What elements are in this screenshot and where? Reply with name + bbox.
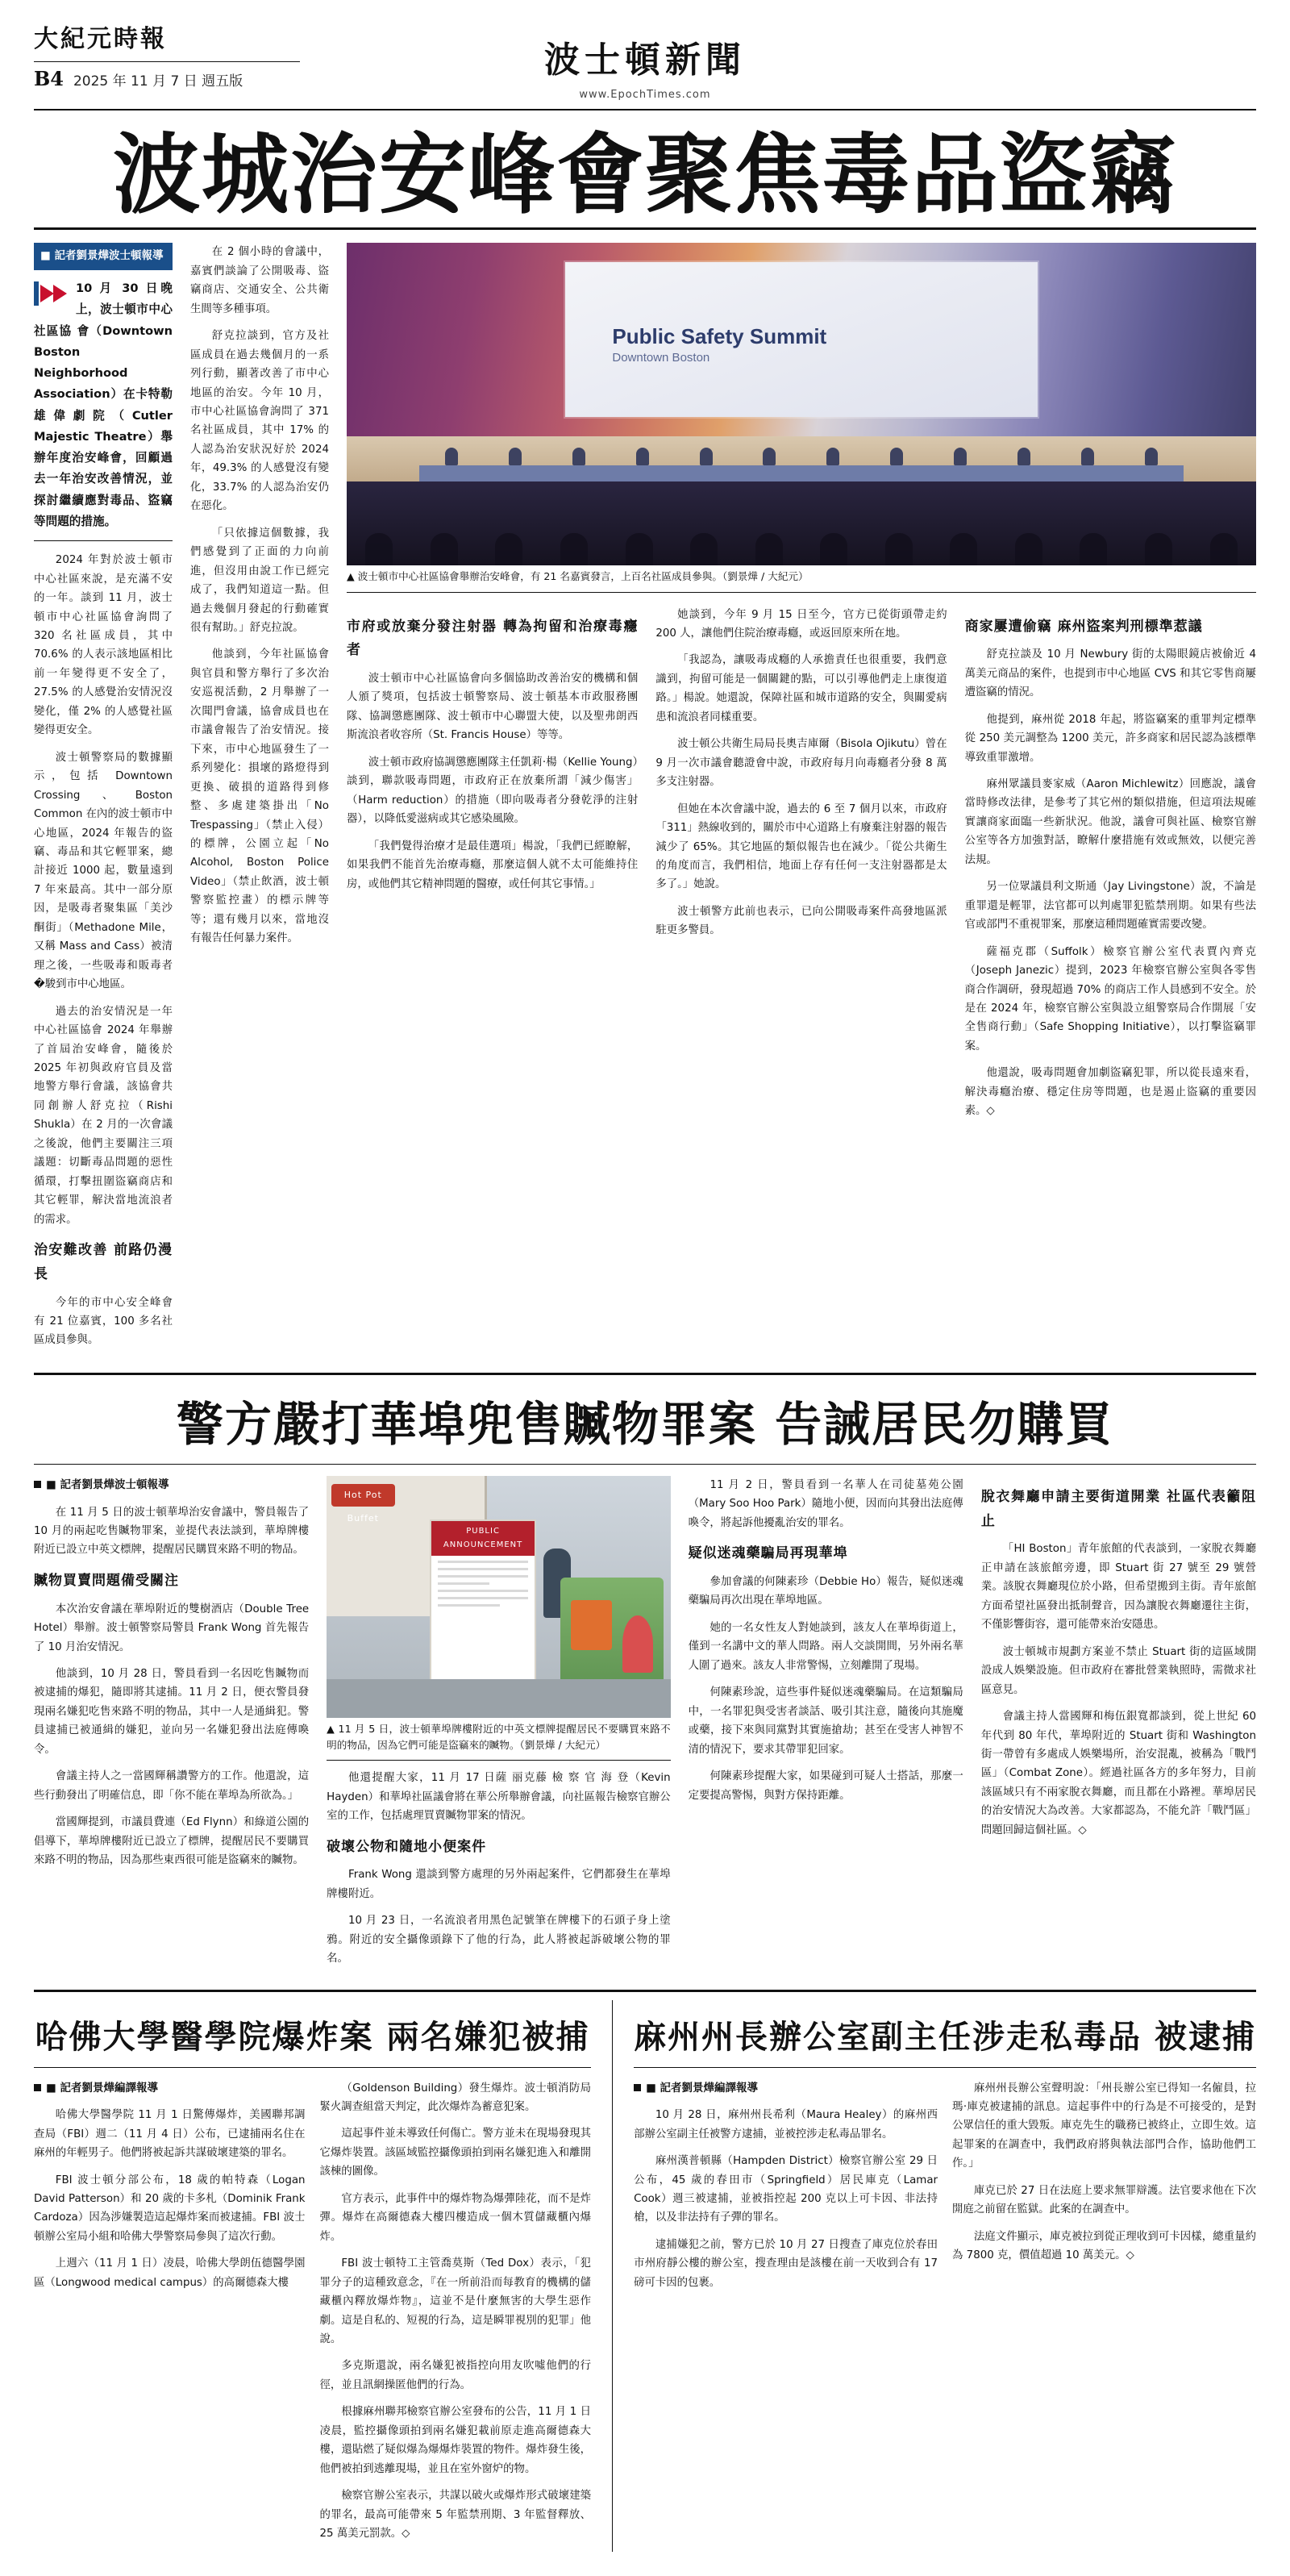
lead-col3-p2: 波士頓市政府協調懲應團隊主任凱莉·楊（Kellie Young）談到，聯款吸毒問題，市政府正在放棄所謂「減少傷害」（Harm reduction）的措施（即向吸毒者分發乾淨的注射器），以降低愛滋病或其它感染風險。 bbox=[347, 756, 639, 826]
lead-story-columns bbox=[34, 243, 1256, 1358]
story3-c1-p2: FBI 波士頓分部公布，18 歲的帕特森（Logan David Patterson）和 20 歲的卡多札（Dominik Frank Cardoza）因為涉嫌製造這起爆炸案而被逮捕。FBI 波士頓辦公室局小組和哈佛大學警察局參與了這次行動。 bbox=[34, 2174, 306, 2243]
story2-sub2: 破壞公物和隨地小便案件 bbox=[327, 1838, 487, 1855]
story4-c1-p3: 逮捕嫌犯之前，警方已於 10 月 27 日搜查了庫克位於春田市州府靜公樓的辦公室，搜查理由是該樓在前一天收到合有 17 磅可卡因的包裹。 bbox=[634, 2238, 938, 2289]
website-url: www.EpochTimes.com bbox=[579, 89, 711, 101]
story3-columns bbox=[34, 2079, 591, 2552]
story2-byline-text: ■ 記者劉景燁波士頓報導 bbox=[46, 1478, 169, 1491]
lead-col-4 bbox=[655, 606, 947, 1129]
masthead bbox=[34, 27, 1256, 110]
story4 bbox=[634, 2000, 1256, 2552]
lead-col2-p3: 「只依據這個數據，我們感覺到了正面的力向前進，但沒用由說工作已經完成了，我們知道這一點。但過去幾個月發起的行動確實很有幫助。」舒克拉說。 bbox=[190, 527, 329, 634]
story2-c3-p3: 她的一名女性友人對她談到，該友人在華埠街道上，僅到一名講中文的華人問路。兩人交談開間，另外兩名華人圍了過來。該友人非常警惕，立刻離開了現場。 bbox=[688, 1621, 963, 1672]
story2-c4-p3: 會議主持人當國輝和梅伍銀寬都談到，從上世紀 60 年代到 80 年代，華埠附近的 Stuart 街和 Washington 街一帶曾有多處成人娛樂場所，治安混亂，被稱為「戰鬥區」（Combat Zone）。經過社區各方的多年努力，目前該區域只有不兩家脫衣舞廳，而且都在小路裡。華埠居民的治安情況大為改善。大家都認為，不能允許「戰鬥區」問題回歸這個社區。◇ bbox=[980, 1711, 1256, 1836]
summit-photo bbox=[347, 243, 1256, 565]
story2-sub4: 脫衣舞廳申請主要街道開業 社區代表籲阻止 bbox=[980, 1488, 1256, 1529]
story4-byline bbox=[634, 2079, 938, 2099]
lead-col3-p3: 「我們覺得治療才是最佳選項」楊說，「我們已經瞭解，如果我們不能首先治療毒癮，那麼這個人就不太可能維持住房，或他們其它精神問題的醫療，或任何其它事情。」 bbox=[347, 840, 639, 890]
lead-photo-wrap bbox=[347, 243, 1256, 592]
story2-sub1: 贓物買賣問題備受關注 bbox=[34, 1572, 179, 1589]
lead-col5-p6: 他還說，吸毒問題會加劇盜竊犯罪，所以從長遠來看，解決毒癮治療、穩定住房等問題，也是遏止盜竊的重要因素。◇ bbox=[964, 1067, 1256, 1118]
story3-headline: 哈佛大學醫學院爆炸案 兩名嫌犯被捕 bbox=[35, 2017, 590, 2056]
lead-box bbox=[34, 243, 173, 541]
lead-col2-p4: 他談到，今年社區協會與官員和警方舉行了多次治安巡視活動，2 月舉辦了一次聞門會議，協會成員也在市議會報告了治安情況。接下來，市中心地區發生了一系列變化：損壞的路燈得到更換、破損的道路得到修整、多處建築掛出「No Trespassing」（禁止入侵）的標牌，公園立起「No Alcohol, Boston Police Video」（禁止飲酒，波士頓警察監控畫）的標示牌等等；還有幾月以來，當地沒有報告任何暴力案件。 bbox=[190, 648, 329, 945]
story4-c2-p2: 庫克已於 27 日在法庭上要求無罪辯護。法官要求他在下次開庭之前留在監獄。此案的在調查中。 bbox=[952, 2184, 1256, 2216]
story3-c2-p4: FBI 波士頓特工主管喬莫斯（Ted Dox）表示，「犯罪分子的這種致意念，『在一所前沿而每教育的機構的儲藏櫃內釋放爆炸物』，這並不是什麼無害的大學生惡作劇。這是自私的、短視的行為，這是瞬罪視別的犯罪」他說。 bbox=[319, 2257, 592, 2346]
stage-screen: Public Safety Summit Downtown Boston bbox=[565, 262, 1038, 417]
story3-c2-p3: 官方表示，此事件中的爆炸物為爆彈陸花，而不是炸彈。爆炸在高爾德森大樓四樓造成一個木質儲藏櫃內爆炸。 bbox=[319, 2192, 592, 2243]
page-number: B4 bbox=[34, 67, 64, 90]
lead-col5-p3: 麻州眾議員麥家威（Aaron Michlewitz）回應說，議會當時修改法律，是參考了其它州的類似措施，但這項法規確實讓商家面臨一些新狀況。他說，議會可與社區、檢察官辦公室等各方加強對話，瞭解什麼措施有效或無效，以便完善法規。 bbox=[964, 778, 1256, 866]
bottom-top-rule bbox=[34, 1990, 1256, 1992]
story4-col-2 bbox=[952, 2079, 1256, 2301]
masthead-pageline bbox=[34, 61, 300, 90]
story4-c1-p1: 10 月 28 日，麻州州長希利（Maura Healey）的麻州西部辦公室副主任被警方逮捕，並被控涉走私毒品罪名。 bbox=[634, 2109, 938, 2140]
lead-col1-p4: 今年的市中心安全峰會有 21 位嘉賓，100 多名社區成員參與。 bbox=[34, 1296, 173, 1347]
lead-col5-p2: 他提到，麻州從 2018 年起，將盜竊案的重罪判定標準從 250 美元調整為 1200 美元，許多商家和居民認為該標準導致重罪激增。 bbox=[964, 713, 1256, 764]
lead-col5-p4: 另一位眾議員利文斯通（Jay Livingstone）說，不論是重罪還是輕罪，法官都可以判處罪犯監禁刑期。如果有些法官或部門不重視罪案，那麼這種問題確實需要改變。 bbox=[964, 881, 1256, 932]
lead-col1-subhead: 治安難改善 前路仍漫長 bbox=[34, 1242, 173, 1282]
headline-rule bbox=[34, 227, 1256, 230]
story2-col-3 bbox=[689, 1476, 963, 1977]
lead-col5-p5: 薩福克郡（Suffolk）檢察官辦公室代表賈內齊克（Joseph Janezic）提到，2023 年檢察官辦公室與各零售商合作調研，發現超過 70% 的商店工作人員感到不安全。於是在 2024 年，檢察官辦公室與設立組警察局合作開展「安全售商行動」（Safe Shopping Initiative），以打擊盜竊罪案。 bbox=[964, 945, 1256, 1052]
story2-c1-p2: 他談到，10 月 28 日，警員看到一名因吃售贓物而被逮捕的爆犯，隨即將其逮捕。11 月 2 日，便衣警員發現兩名嫌犯吃售來路不明的物品，其中一人是通緝犯。警員逮捕已被通緝的嫌犯，並向另一名嫌犯發出法庭傳喚令。 bbox=[34, 1668, 310, 1756]
story2-byline bbox=[34, 1476, 309, 1495]
story2-c1-p1: 本次治安會議在華埠附近的雙樹酒店（Double Tree Hotel）舉辦。波士頓警察局警員 Frank Wong 首先報告了 10 月治安情況。 bbox=[34, 1603, 310, 1653]
lead-col-1 bbox=[34, 243, 173, 1358]
masthead-center bbox=[300, 27, 990, 101]
lead-col5-subhead: 商家屢遭偷竊 麻州盜案判刑標準惹議 bbox=[964, 618, 1203, 635]
issue-date: 2025 年 11 月 7 日 週五版 bbox=[73, 73, 243, 90]
story2-col-4 bbox=[981, 1476, 1256, 1977]
story4-columns bbox=[634, 2079, 1256, 2301]
story2-c1-p3: 會議主持人之一當國輝稱讚警方的工作。他還說，這些行動發出了明確信息，即「你不能在華埠為所欲為。」 bbox=[34, 1770, 310, 1802]
lead-byline: ■ 記者劉景燁波士頓報導 bbox=[34, 243, 173, 270]
story3 bbox=[34, 2000, 591, 2552]
story3-c1-p3: 上週六（11 月 1 日）凌晨，哈佛大學朗伍德醫學園區（Longwood medical campus）的高爾德森大樓 bbox=[34, 2257, 306, 2289]
story2-col-1 bbox=[34, 1476, 309, 1977]
story2-c1-p4: 當國輝提到，市議員費連（Ed Flynn）和綠道公園的倡導下，華埠牌樓附近已設立了標牌，提醒居民不要購買來路不明的物品，因為那些東西很可能是盜竊來的贓物。 bbox=[34, 1816, 310, 1867]
lead-col5-p1: 舒克拉談及 10 月 Newbury 街的太陽眼鏡店被偷近 4 萬美元商品的案件，也提到市中心地區 CVS 和其它零售商屢遭盜竊的情況。 bbox=[964, 648, 1256, 699]
lead-col1-p3: 過去的治安情況是一年中心社區協會 2024 年舉辦了首屆治安峰會，隨後於 2025 年初與政府官員及當地警方舉行會議，該協會共同創辦人舒克拉（Rishi Shukla）在 2 月的一次會議之後說，他們主要關注三項議題：切斷毒品問題的惡性循環，打擊扭圍盜竊商店和其它輕罪，解決當地流浪者的需求。 bbox=[34, 1005, 173, 1226]
story2-c3-p1: 11 月 2 日，警員看到一名華人在司徒墓苑公園（Mary Soo Hoo Park）隨地小便，因而向其發出法庭傳喚令，將起訴他擾亂治安的罪名。 bbox=[688, 1478, 963, 1529]
panelists bbox=[419, 440, 1184, 465]
story2-c3-p2: 參加會議的何陳素珍（Debbie Ho）報告，疑似迷魂藥騙局再次出現在華埠地區。 bbox=[688, 1576, 963, 1607]
masthead-left bbox=[34, 27, 300, 90]
lead-col2-p1: 在 2 個小時的會議中，嘉賓們談論了公開吸毒、盜竊商店、交通安全、公共衛生間等多種事項。 bbox=[190, 246, 329, 315]
lead-col4-p3: 波士頓公共衛生局局長奧吉庫爾（Bisola Ojikutu）曾在 9 月一次市議會聽證會中說，市政府每月向毒癮者分發 8 萬多支注射器。 bbox=[655, 738, 947, 789]
publication-logo: 大紀元時報 bbox=[34, 25, 167, 53]
lead-col2-p2: 舒克拉談到，官方及社區成員在過去幾個月的一系列行動，顯著改善了市中心地區的治安。今年 10 月，市中心社區協會詢問了 371 名社區成員，其中 17% 的人認為治安狀況好於 2024 年，49.3% 的人感覺沒有變化，33.7% 的人認為治安仍在惡化。 bbox=[190, 330, 329, 513]
story3-c2-p2: 這起事件並未導致任何傷亡。警方並未在現場發現其它爆炸裝置。該區域監控攝像頭拍到兩名嫌犯進入和離開該棟的圖像。 bbox=[319, 2128, 592, 2178]
story2-c2-p2: Frank Wong 還談到警方處理的另外兩起案件，它們都發生在華埠牌樓附近。 bbox=[327, 1869, 671, 1900]
lead-col4-p4: 但她在本次會議中說，過去的 6 至 7 個月以來，市政府「311」熱線收到的，關於市中心道路上有廢棄注射器的報告減少了 65%。其它地區的類似報告也在減少。「從公共衛生的角度而言，我們相信，地面上存有任何一支注射器都是太多了。」她說。 bbox=[655, 802, 947, 891]
story4-c2-p3: 法庭文件顯示，庫克被拉到從正理收到可卡因樣，總重量約為 7800 克，價值超過 10 萬美元。◇ bbox=[952, 2230, 1256, 2262]
story3-c2-p7: 檢察官辦公室表示，共謀以破火或爆炸形式破壞建築的罪名，最高可能帶來 5 年監禁刑期、3 年監督釋放、25 萬美元罰款。◇ bbox=[319, 2490, 592, 2541]
story3-c2-p6: 根據麻州聯邦檢察官辦公室發布的公告，11 月 1 日凌晨，監控攝像頭拍到兩名嫌犯載前原走進高爾德森大樓，還貼燃了疑似爆為爆爆炸裝置的物件。爆炸發生後，他們被拍到逃離現場，並且在室外窗炉的物。 bbox=[319, 2406, 592, 2475]
lead-col1-p1: 2024 年對於波士頓市中心社區來說，是充滿不安的一年。談到 11 月，波士頓市中心社區協會詢問了 320 名社區成員，其中 70.6% 的人表示該地區相比前一年變得更不安全了，27.5% 的人感覺治安情況沒變化，僅 2% 的人感覺社區變得更安全。 bbox=[34, 554, 173, 737]
lead-lower-columns bbox=[347, 606, 1256, 1129]
lead-col1-p2: 波士頓警察局的數據顯示，包括 Downtown Crossing、Boston Common 在內的波士頓市中心地區，2024 年報告的盜竊、毒品和其它輕罪案，總計接近 1000 起，數量遠到 7 年來最高。其中一部分原因，是吸毒者聚集區「美沙酮街」（Methadone Mile，又稱 Mass and Cass）被清理之後，一些吸毒和販毒者�駿到市中心地區。 bbox=[34, 751, 173, 991]
story2-c3-p4: 何陳素珍說，這些事件疑似迷魂藥騙局。在這類騙局中，一名罪犯與受害者談話、吸引其注意，隨後向其施魔或藥，接下來與同黨對其實施搶劫；甚至在受害人神智不清的情況下，要求其帶罪犯回家。 bbox=[688, 1686, 963, 1756]
story3-rule bbox=[34, 2067, 591, 2068]
bottom-stories bbox=[34, 2000, 1256, 2552]
lead-col-3 bbox=[347, 606, 638, 1129]
story3-byline bbox=[34, 2079, 306, 2099]
story3-byline-text: ■ 記者劉景燁編譯報導 bbox=[46, 2081, 158, 2095]
story2-c4-p1: 「HI Boston」青年旅館的代表談到，一家脫衣舞廳正申請在該旅館旁邊，即 Stuart 街 27 號至 29 號營業。該脫衣舞廳現位於小路，但希望搬到主街。青年旅館方面希望社區發出抵制聲音，因為讓脫衣舞廳遷往主街，不僅影響街容，還可能帶來治安隱患。 bbox=[980, 1543, 1256, 1632]
story3-col-1 bbox=[34, 2079, 306, 2552]
story4-col-1 bbox=[634, 2079, 938, 2301]
story2-c4-p2: 波士頓城市規劃方案並不禁止 Stuart 街的這區域開設成人娛樂設施。但市政府在審批營業執照時，需微求社區意見。 bbox=[980, 1645, 1256, 1696]
audience bbox=[347, 494, 1256, 565]
story4-c2-p1: 麻州州長辦公室聲明說：「州長辦公室已得知一名僱員，拉瑪·庫克被逮捕的訊息。這起事件中的行為是不可接受的，是對公眾信任的重大毀叛。庫克先生的職務已被終止，立即生效。這起罪案的在調查中，我們政府將與執法部門合作，協助他們工作。」 bbox=[952, 2082, 1256, 2170]
lead-col-2 bbox=[190, 243, 329, 1358]
lead-col4-p5: 波士頓警方此前也表示，已向公開吸毒案件高發地區派駐更多警員。 bbox=[655, 905, 947, 937]
story2-rule bbox=[34, 1464, 1256, 1465]
arrow-icon bbox=[34, 281, 69, 306]
chinatown-sign-photo bbox=[327, 1476, 670, 1718]
lead-col4-p1: 她談到，今年 9 月 15 日至今，官方已從街頭帶走約 200 人，讓他們住院治療毒癮，或返回原來所在地。 bbox=[655, 608, 947, 640]
lead-col3-p1: 波士頓市中心社區協會向多個協助改善治安的機構和個人頒了獎項，包括波士頓警察局、波士頓基本市政服務團隊、協調懲應團隊、波士頓市中心聯盟大使，以及聖弗朗西斯流浪者收容所（St. Francis House）等等。 bbox=[347, 673, 639, 742]
story4-byline-text: ■ 記者劉景燁編譯報導 bbox=[646, 2081, 759, 2095]
story2-top-rule bbox=[34, 1373, 1256, 1375]
story2-photo-col bbox=[327, 1476, 670, 1977]
story4-headline: 麻州州長辦公室副主任涉走私毒品 被逮捕 bbox=[634, 2017, 1256, 2056]
story2-lead: 在 11 月 5 日的波士頓華埠治安會議中，警員報告了 10 月的兩起吃售贓物罪案，並提代表法談到，華埠牌樓附近已設立中英文標牌，提醒居民購買來路不明的物品。 bbox=[34, 1506, 310, 1557]
bottom-divider bbox=[612, 2000, 613, 2552]
public-announcement-board: PUBLIC ANNOUNCEMENT bbox=[430, 1519, 536, 1702]
story2-columns bbox=[34, 1476, 1256, 1977]
story2-c2-p3: 10 月 23 日，一名流浪者用黑色記號筆在牌樓下的石頭子身上塗鴉。附近的安全攝像頭錄下了他的行為，此人將被起訴破壞公物的罪名。 bbox=[327, 1915, 671, 1965]
story4-c1-p2: 麻州漢普頓縣（Hampden District）檢察官辦公室 29 日公布，45 歲的春田市（Springfield）居民庫克（Lamar Cook）週三被逮捕，並被指控起 200 克以上可卡因、非法持槍，以及非法持有子彈的罪名。 bbox=[634, 2155, 938, 2224]
lead-photo-and-text bbox=[347, 243, 1256, 1358]
story3-c2-p5: 多克斯還說，兩名嫌犯被指控向用友吹噓他們的行徑，並且訊網操匿他們的行為。 bbox=[319, 2360, 592, 2391]
story3-c2-p1: （Goldenson Building）發生爆炸。波士頓消防局緊火調查組當天判定，此次爆炸為蓄意犯案。 bbox=[319, 2082, 592, 2114]
lead-col4-p2: 「我認為，讓吸毒成癮的人承擔責任也很重要，我們意識到，拘留可能是一個關鍵的點，可以引導他們走上康復道路。」楊說。她還說，保障社區和城市道路的安全，與關愛病患和流浪者同樣重要。 bbox=[655, 654, 947, 723]
lead-photo-caption: ▲ 波士頓市中心社區協會舉辦治安峰會，有 21 名嘉賓發言，上百名社區成員參與。（劉景燁 / 大紀元） bbox=[347, 565, 1256, 592]
restaurant-sign: Hot Pot Buffet bbox=[331, 1484, 394, 1507]
story2-headline: 警方嚴打華埠兜售贓物罪案 告誡居民勿購買 bbox=[176, 1396, 1114, 1452]
lead-paragraph: 10 月 30 日晚上，波士頓市中心社區協 會（Downtown Boston Neighborhood Association）在卡特勒雄偉劇院（Cutler Majestic Theatre）舉辦年度治安峰會，回顧過去一年治安改善情況，並探討繼續應對毒品、盜竊等問題的措施。 bbox=[34, 281, 173, 528]
story4-rule bbox=[634, 2067, 1256, 2068]
lead-col3-subhead: 市府或放棄分發注射器 轉為拘留和治療毒癮者 bbox=[347, 618, 639, 659]
story3-col-2 bbox=[320, 2079, 592, 2552]
section-title: 波士頓新聞 bbox=[544, 40, 746, 81]
story2-c2-p1: 他還提醒大家，11 月 17 日薩 丽克藤 檢 察 官 海 登（Kevin Hayden）和華埠社區議會將在華公所舉辦會議，向社區報告檢察官辦公室的工作，包括處理買賣贓物罪案的情況。 bbox=[327, 1772, 671, 1823]
story2-photo-caption: ▲ 11 月 5 日，波士頓華埠牌樓附近的中英文標牌提醒居民不要購買來路不明的物品，因為它們可能是盜竊來的贓物。（劉景燁 / 大紀元） bbox=[327, 1718, 670, 1761]
story3-c1-p1: 哈佛大學醫學院 11 月 1 日驚傳爆炸，美國聯邦調查局（FBI）週二（11 月 4 日）公布，已逮捕兩名住在麻州的年輕男子。他們將被起訴共謀破壞建築的罪名。 bbox=[34, 2109, 306, 2160]
lead-headline: 波城治安峰會聚焦毒品盜竊 bbox=[112, 124, 1177, 226]
story2-sub3: 疑似迷魂藥騙局再現華埠 bbox=[688, 1545, 848, 1562]
lead-col-5 bbox=[965, 606, 1256, 1129]
story2-c3-p5: 何陳素珍提醒大家，如果碰到可疑人士搭話，那麼一定要提高警惕，與對方保持距離。 bbox=[688, 1770, 963, 1802]
